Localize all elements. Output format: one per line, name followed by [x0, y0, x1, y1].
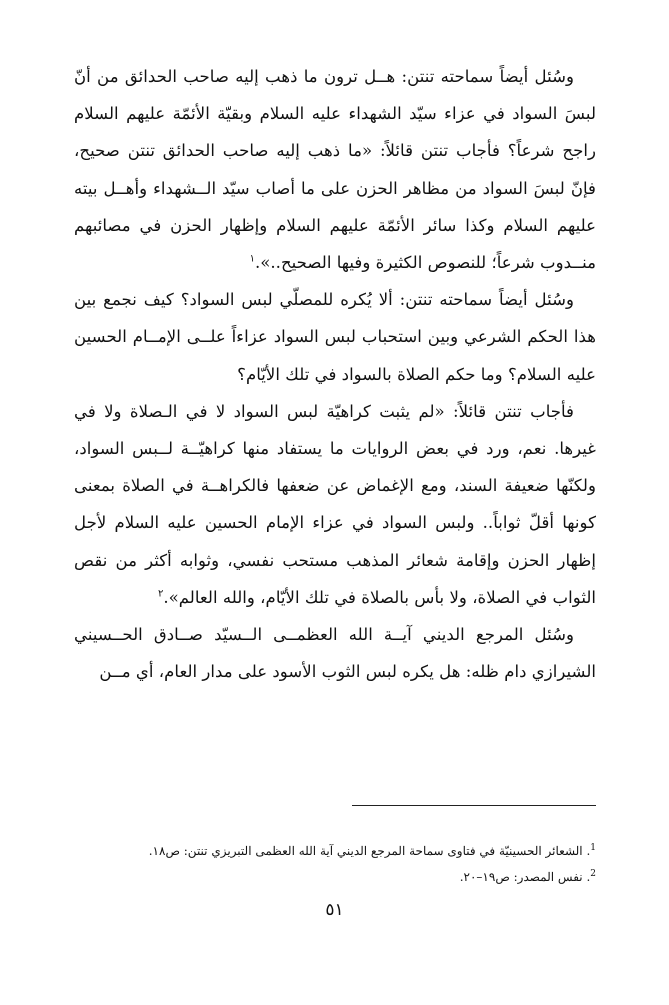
footnote-divider — [352, 805, 596, 806]
footnote-2 — [74, 864, 596, 890]
footnote-2-text: . نفس المصدر: ص١٩–٢٠. — [459, 870, 591, 884]
footnote-marker-2: ٢ — [157, 588, 164, 600]
page-number: ٥١ — [325, 900, 344, 920]
footnote-marker-1: ١ — [249, 253, 255, 265]
paragraph-2-text: وسُئل أيضاً سماحته تنتن: ألا يُكره للمصلّي لبس السواد؟ كيف نجمع بين هذا الحكم الشرعي وبين استحباب لبس السواد عزاءاً علــى الإمــام الحسين عليه السلام؟ وما حكم الصلاة بالسواد في تلك الأيّام؟ — [74, 290, 596, 384]
footnote-1 — [74, 838, 596, 864]
footnote-1-text: . الشعائر الحسينيّة في فتاوى سماحة المرجع الديني آية الله العظمى التبريزي تنتن: ص١٨. — [148, 844, 591, 858]
paragraph-1-text: وسُئل أيضاً سماحته تنتن: هــل ترون ما ذهب إليه صاحب الحدائق من أنّ لبسَ السواد في عزاء سيّد الشهداء عليه السلام وبقيّة الأئمّة عليهم السلام راجح شرعاً؟ فأجاب تنتن قائلاً: «ما ذهب إليه صاحب الحدائق تنتن صحيح، فإنّ لبسَ السواد من مظاهر الحزن على ما أصاب سيّد الــشهداء وأهــل بيته عليهم السلام وكذا سائر الأئمّة عليهم السلام وإظهار الحزن في مصائبهم منــدوب شرعاً؛ للنصوص الكثيرة وفيها الصحيح..». — [74, 67, 596, 273]
footnote-2-number: 2 — [590, 869, 596, 879]
paragraph-question-1 — [74, 58, 596, 281]
paragraph-answer-2 — [74, 393, 596, 616]
footnotes-section — [74, 838, 596, 890]
paragraph-4-text: وسُئل المرجع الديني آيــة الله العظمــى الــسيّد صــادق الحــسيني الشيرازي دام ظله: هل يكره لبس الثوب الأسود على مدار العام، أي مــن — [74, 625, 596, 682]
paragraph-question-2 — [74, 281, 596, 393]
footnote-1-number: 1 — [590, 843, 596, 853]
paragraph-3-text: فأجاب تنتن قائلاً: «لم يثبت كراهيّة لبس السواد لا في الـصلاة ولا في غيرها. نعم، ورد في بعض الروايات ما يستفاد منها كراهيّــة لــبس السواد، ولكنّها ضعيفة السند، ومع الإغماض عن ضعفها فالكراهــة في الصلاة بمعنى كونها أقلّ ثواباً.. ولبس السواد في عزاء الإمام الحسين عليه السلام لأجل إظهار الحزن وإقامة شعائر المذهب مستحب نفسي، وثوابه أكثر من نقص الثواب في الصلاة، ولا بأس بالصلاة في تلك الأيّام، والله العالم». — [74, 401, 596, 607]
paragraph-question-3 — [74, 616, 596, 690]
main-text — [74, 58, 596, 690]
